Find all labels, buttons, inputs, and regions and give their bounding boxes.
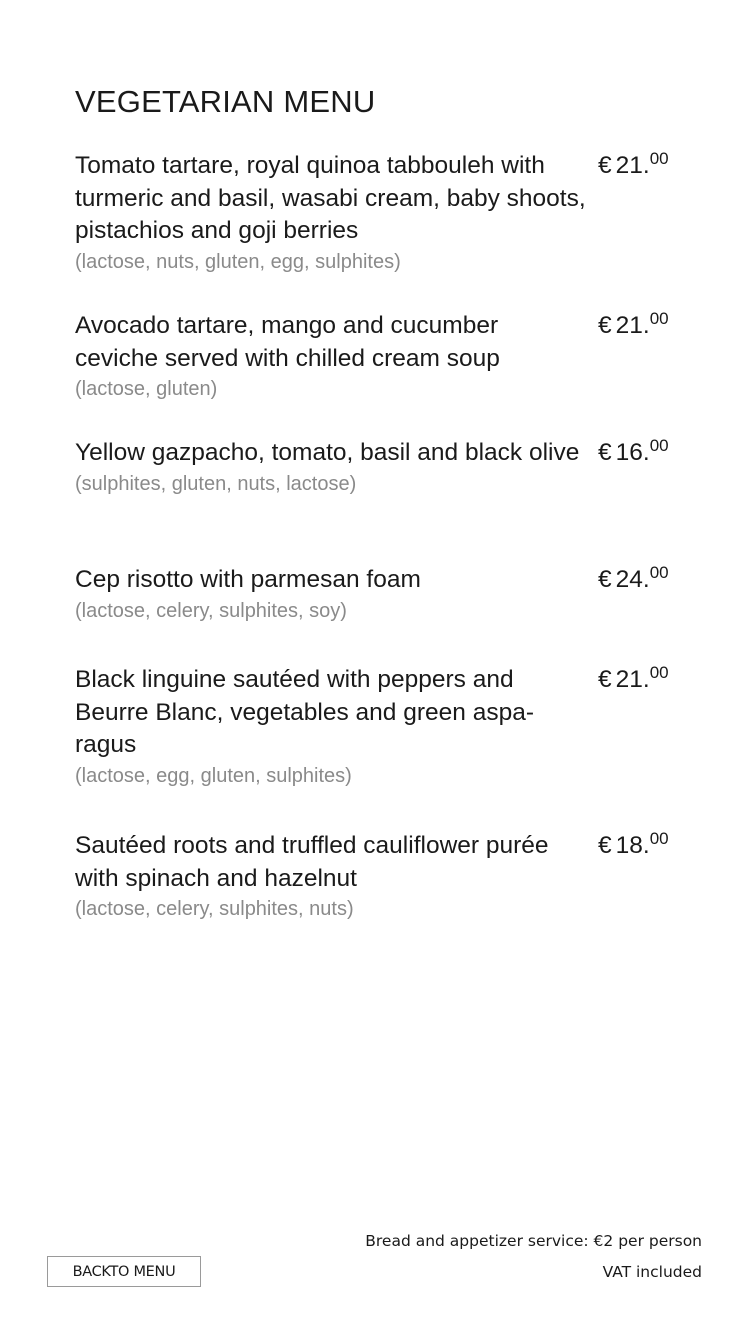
price-whole: 18. [615,832,650,859]
footer-notes [365,1226,702,1288]
price-currency: € [598,439,612,466]
allergens-note: (lactose, celery, sulphites, nuts) [75,898,354,920]
price-currency: € [598,152,612,179]
dish-price [598,664,669,697]
price-cents: 00 [649,563,669,582]
back-to-menu-button[interactable]: BACKTO MENU [47,1256,201,1287]
allergens-note: (sulphites, gluten, nuts, lactose) [75,472,357,495]
price-currency: € [598,832,612,859]
price-whole: 16. [615,439,650,466]
dish-name: Tomato tartare, royal quinoa tabbouleh with turmeric and basil, wasabi cream, baby shoots, pistachios and goji berries [75,152,586,244]
bread-service-note: Bread and appetizer service: €2 per person [365,1232,702,1250]
price-cents: 00 [649,663,669,682]
allergens-note: (lactose, gluten) [75,378,218,400]
price-whole: 24. [615,566,650,593]
price-whole: 21. [615,312,650,339]
price-whole: 21. [615,666,650,693]
menu-item [75,150,685,276]
page-title: VEGETARIAN MENU [75,84,376,119]
vat-note: VAT included [602,1263,702,1281]
allergens-note: (lactose, nuts, gluten, egg, sulphites) [75,250,401,273]
price-currency: € [598,566,612,593]
dish-name: Black linguine sautéed with peppers and Beurre Blanc, vegetables and green aspa-ragus [75,666,534,758]
menu-item [75,564,685,625]
dish-price [598,150,669,183]
price-cents: 00 [649,436,669,455]
price-currency: € [598,666,612,693]
price-currency: € [598,312,612,339]
dish-price [598,310,669,343]
dish-name: Sautéed roots and truffled cauliflower purée with spinach and hazelnut [75,832,549,892]
price-whole: 21. [615,152,650,179]
price-cents: 00 [649,309,669,328]
menu-item [75,437,685,498]
allergens-note: (lactose, egg, gluten, sulphites) [75,764,352,787]
dish-price [598,437,669,470]
menu-item [75,310,685,403]
menu-item [75,830,685,923]
price-cents: 00 [649,829,669,848]
dish-name: Yellow gazpacho, tomato, basil and black olive [75,439,580,466]
dish-name: Avocado tartare, mango and cucumber ceviche served with chilled cream soup [75,312,500,372]
dish-price [598,830,669,863]
price-cents: 00 [649,149,669,168]
allergens-note: (lactose, celery, sulphites, soy) [75,599,347,622]
dish-name: Cep risotto with parmesan foam [75,566,421,593]
dish-price [598,564,669,597]
menu-item [75,664,685,790]
